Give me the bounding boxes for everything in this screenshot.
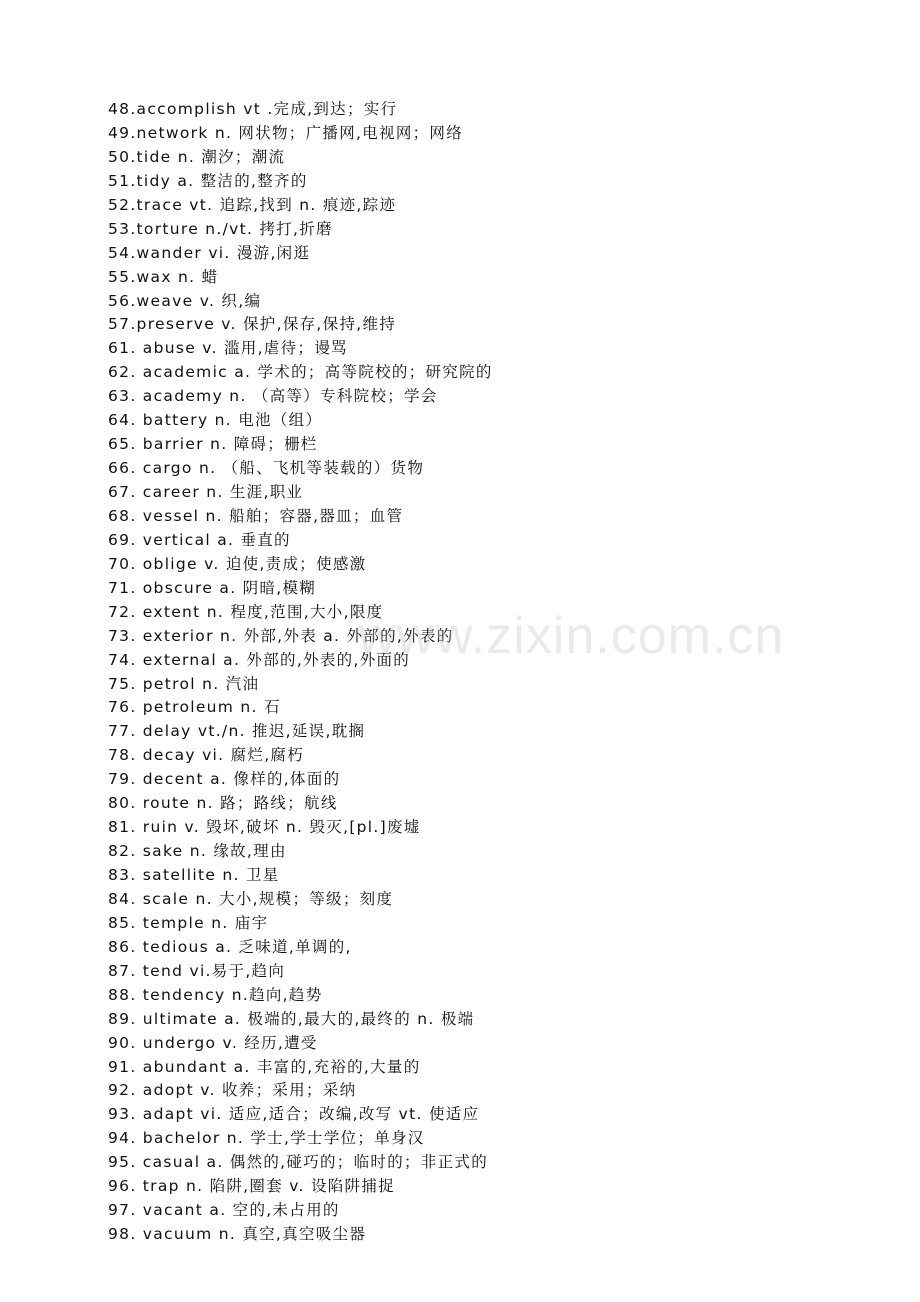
vocabulary-entry: 92. adopt v. 收养；采用；采纳 (108, 1081, 357, 1100)
vocabulary-entry: 88. tendency n.趋向,趋势 (108, 985, 323, 1004)
vocabulary-entry: 63. academy n. （高等）专科院校；学会 (108, 387, 438, 406)
vocabulary-entry: 80. route n. 路；路线；航线 (108, 794, 338, 813)
vocabulary-entry: 52.trace vt. 追踪,找到 n. 痕迹,踪迹 (108, 195, 397, 214)
vocabulary-entry: 75. petrol n. 汽油 (108, 674, 260, 693)
vocabulary-entry: 55.wax n. 蜡 (108, 267, 219, 286)
vocabulary-entry: 70. oblige v. 迫使,责成；使感激 (108, 554, 367, 573)
vocabulary-entry: 97. vacant a. 空的,未占用的 (108, 1201, 340, 1220)
vocabulary-entry: 62. academic a. 学术的；高等院校的；研究院的 (108, 363, 493, 382)
vocabulary-entry: 64. battery n. 电池（组） (108, 411, 323, 430)
vocabulary-entry: 50.tide n. 潮汐；潮流 (108, 147, 286, 166)
vocabulary-entry: 77. delay vt./n. 推迟,延误,耽搁 (108, 722, 366, 741)
vocabulary-entry: 90. undergo v. 经历,遭受 (108, 1033, 318, 1052)
vocabulary-entry: 65. barrier n. 障碍；栅栏 (108, 435, 318, 454)
watermark: www.zixin.com.cn (358, 607, 785, 665)
vocabulary-entry: 66. cargo n. （船、飞机等装载的）货物 (108, 459, 425, 478)
vocabulary-entry: 81. ruin v. 毁坏,破坏 n. 毁灭,[pl.]废墟 (108, 818, 421, 837)
vocabulary-entry: 78. decay vi. 腐烂,腐朽 (108, 746, 305, 765)
vocabulary-entry: 56.weave v. 织,编 (108, 291, 262, 310)
vocabulary-entry: 94. bachelor n. 学士,学士学位；单身汉 (108, 1129, 425, 1148)
vocabulary-entry: 98. vacuum n. 真空,真空吸尘器 (108, 1225, 367, 1244)
vocabulary-entry: 79. decent a. 像样的,体面的 (108, 770, 341, 789)
vocabulary-entry: 74. external a. 外部的,外表的,外面的 (108, 650, 411, 669)
vocabulary-entry: 51.tidy a. 整洁的,整齐的 (108, 171, 308, 190)
vocabulary-entry: 54.wander vi. 漫游,闲逛 (108, 243, 311, 262)
vocabulary-entry: 89. ultimate a. 极端的,最大的,最终的 n. 极端 (108, 1009, 475, 1028)
vocabulary-list (108, 98, 493, 1247)
vocabulary-entry: 83. satellite n. 卫星 (108, 866, 280, 884)
vocabulary-entry: 72. extent n. 程度,范围,大小,限度 (108, 602, 384, 621)
vocabulary-entry: 53.torture n./vt. 拷打,折磨 (108, 219, 333, 238)
vocabulary-entry: 95. casual a. 偶然的,碰巧的；临时的；非正式的 (108, 1153, 489, 1172)
vocabulary-entry: 73. exterior n. 外部,外表 a. 外部的,外表的 (108, 626, 454, 645)
vocabulary-entry: 96. trap n. 陷阱,圈套 v. 设陷阱捕捉 (108, 1177, 395, 1196)
vocabulary-entry: 82. sake n. 缘故,理由 (108, 842, 287, 861)
vocabulary-entry: 84. scale n. 大小,规模；等级；刻度 (108, 889, 394, 908)
vocabulary-entry: 68. vessel n. 船舶；容器,器皿；血管 (108, 506, 404, 525)
vocabulary-entry: 86. tedious a. 乏味道,单调的, (108, 937, 352, 956)
vocabulary-entry: 87. tend vi.易于,趋向 (108, 961, 286, 980)
vocabulary-entry: 71. obscure a. 阴暗,模糊 (108, 578, 317, 597)
vocabulary-entry: 49.network n. 网状物；广播网,电视网；网络 (108, 123, 464, 142)
vocabulary-entry: 67. career n. 生涯,职业 (108, 483, 304, 501)
vocabulary-entry: 69. vertical a. 垂直的 (108, 530, 291, 549)
vocabulary-entry: 48.accomplish vt .完成,到达；实行 (108, 100, 398, 118)
vocabulary-entry: 76. petroleum n. 石 (108, 698, 281, 717)
vocabulary-entry: 57.preserve v. 保护,保存,保持,维持 (108, 315, 397, 334)
vocabulary-entry: 61. abuse v. 滥用,虐待；谩骂 (108, 339, 348, 358)
vocabulary-entry: 93. adapt vi. 适应,适合；改编,改写 vt. 使适应 (108, 1105, 480, 1124)
vocabulary-entry: 91. abundant a. 丰富的,充裕的,大量的 (108, 1057, 421, 1076)
vocabulary-entry: 85. temple n. 庙宇 (108, 913, 269, 932)
